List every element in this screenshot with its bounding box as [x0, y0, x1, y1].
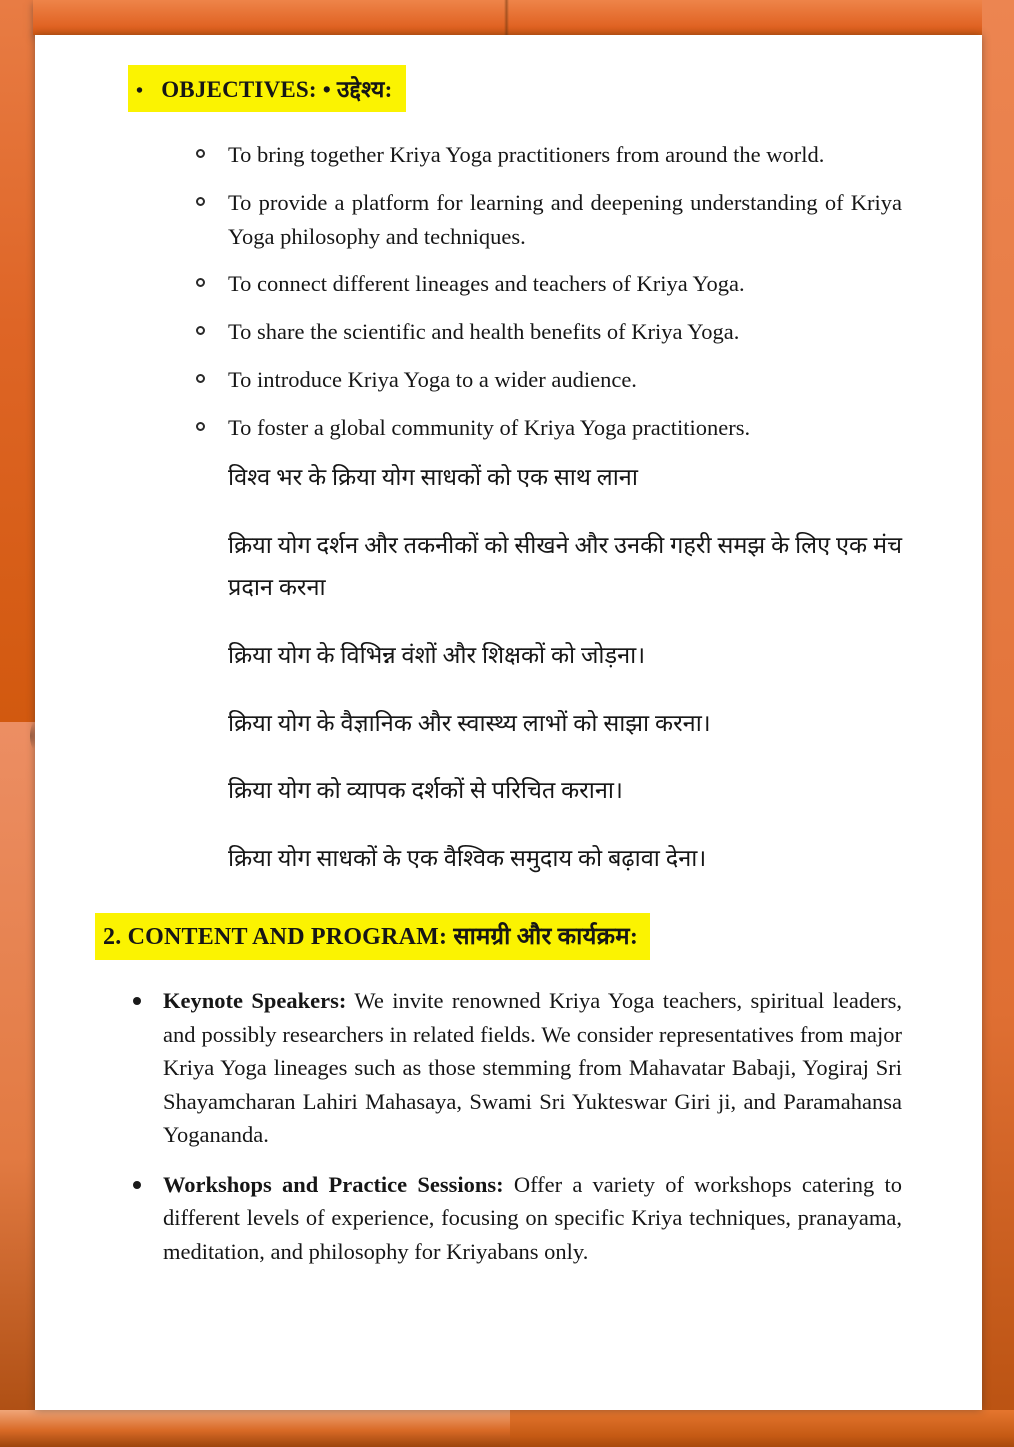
objective-text-hindi: क्रिया योग के वैज्ञानिक और स्वास्थ्य लाभों को साझा करना।	[228, 710, 711, 737]
circle-bullet-icon	[196, 278, 205, 287]
objective-text: To share the scientific and health benefits of Kriya Yoga.	[228, 319, 740, 344]
keynote-speakers-lead: Keynote Speakers:	[163, 988, 347, 1014]
objective-text-hindi: क्रिया योग के विभिन्न वंशों और शिक्षकों को जोड़ना।	[228, 642, 646, 669]
list-item	[196, 363, 902, 397]
circle-bullet-icon	[196, 374, 205, 383]
list-item	[196, 267, 902, 301]
objective-text-hindi: क्रिया योग को व्यापक दर्शकों से परिचित कराना।	[228, 778, 623, 805]
list-item	[196, 315, 902, 349]
workshops-text: Offer a variety of workshops catering to different levels of experience, focusing on specific Kriya techniques, pranayama, meditation, and philosophy for Kriyabans only.	[163, 1171, 902, 1264]
objective-text-hindi: क्रिया योग दर्शन और तकनीकों को सीखने और उनकी गहरी समझ के लिए एक मंच प्रदान करना	[228, 533, 902, 601]
heading-bullet-icon: •	[136, 80, 144, 102]
objectives-heading	[128, 65, 406, 112]
circle-bullet-icon	[196, 422, 205, 431]
circle-bullet-icon	[196, 326, 205, 335]
list-item	[196, 186, 902, 254]
objective-text: To bring together Kriya Yoga practitioners from around the world.	[228, 142, 825, 167]
left-border-top-segment	[0, 0, 35, 722]
list-item	[196, 411, 902, 445]
objectives-list-hindi	[228, 458, 902, 881]
content-program-list	[95, 984, 902, 1268]
objective-text: To connect different lineages and teachers of Kriya Yoga.	[228, 271, 745, 297]
content-program-heading: 2. CONTENT AND PROGRAM: सामग्री और कार्यक्रम:	[95, 913, 650, 960]
disc-bullet-icon	[133, 997, 141, 1005]
list-item	[196, 138, 902, 172]
right-border	[982, 0, 1014, 1447]
circle-bullet-icon	[196, 149, 205, 158]
objective-text: To foster a global community of Kriya Yoga practitioners.	[228, 414, 751, 440]
objective-text-hindi: क्रिया योग साधकों के एक वैश्विक समुदाय को बढ़ावा देना।	[228, 846, 707, 873]
objective-text-hindi: विश्व भर के क्रिया योग साधकों को एक साथ लाना	[228, 465, 638, 492]
document-page	[35, 35, 982, 1410]
keynote-speakers-text: We invite renowned Kriya Yoga teachers, spiritual leaders, and possibly researchers in related fields. We consider representatives from major Kriya Yoga lineages such as those stemming from Mahavatar Babaji, Yogiraj Sri Shayamcharan Lahiri Mahasaya, Swami Sri Yukteswar Giri ji, and Paramahansa Yogananda.	[163, 988, 903, 1148]
objective-text: To provide a platform for learning and deepening understanding of Kriya Yoga philosophy and techniques.	[228, 189, 902, 249]
workshops-lead: Workshops and Practice Sessions:	[163, 1171, 504, 1197]
list-item	[133, 984, 902, 1152]
bottom-orange-band-left	[0, 1410, 510, 1447]
objective-text: To introduce Kriya Yoga to a wider audience.	[228, 366, 637, 392]
bottom-orange-band-right	[510, 1410, 1014, 1447]
circle-bullet-icon	[196, 197, 205, 206]
objectives-list-english	[95, 138, 902, 444]
page-content	[35, 35, 982, 1268]
left-border-bottom-segment	[0, 722, 35, 1447]
objectives-heading-label: OBJECTIVES: • उद्देश्य:	[161, 77, 393, 102]
list-item	[133, 1168, 902, 1269]
disc-bullet-icon	[133, 1181, 141, 1189]
